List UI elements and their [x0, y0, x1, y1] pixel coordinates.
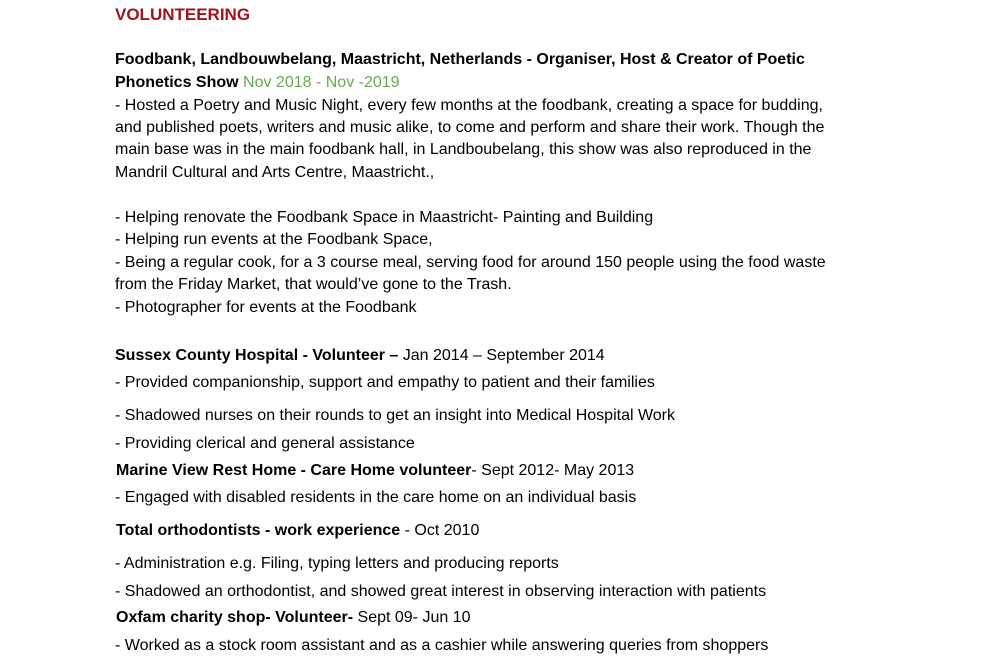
entry-line: - Provided companionship, support and empathy to patient and their families — [115, 374, 655, 391]
entry-line: - Shadowed nurses on their rounds to get an insight into Medical Hospital Work — [115, 407, 676, 424]
entry-line: - Hosted a Poetry and Music Night, every few months at the foodbank, creating a space for budding, — [115, 97, 823, 114]
entry-title: Total orthodontists - work experience - Oct 2010 — [116, 522, 480, 539]
entry-line: - Worked as a stock room assistant and as a cashier while answering queries from shoppers — [115, 637, 769, 654]
entry-line: - Photographer for events at the Foodbank — [115, 299, 417, 316]
entry-line: and published poets, writers and music alike, to come and perform and share their work. Though the — [115, 119, 825, 136]
entry-line: - Helping renovate the Foodbank Space in Maastricht- Painting and Building — [115, 209, 654, 226]
entry-title: Sussex County Hospital - Volunteer – Jan 2014 – September 2014 — [115, 347, 605, 364]
entry-title: Phonetics Show Nov 2018 - Nov -2019 — [115, 74, 400, 91]
entry-line: - Shadowed an orthodontist, and showed great interest in observing interaction with patients — [115, 583, 767, 600]
entry-line: - Engaged with disabled residents in the care home on an individual basis — [115, 489, 637, 506]
entry-line: - Helping run events at the Foodbank Space, — [115, 231, 433, 248]
entry-line: - Providing clerical and general assistance — [115, 435, 415, 452]
entry-line: Mandril Cultural and Arts Centre, Maastricht., — [115, 164, 435, 181]
entry-date: Sept 09- Jun 10 — [353, 609, 471, 626]
entry-date: Nov 2018 - Nov -2019 — [243, 74, 400, 91]
entry-title: Marine View Rest Home - Care Home volunteer- Sept 2012- May 2013 — [116, 462, 635, 479]
entry-date: - Sept 2012- May 2013 — [471, 462, 635, 479]
entry-line: - Administration e.g. Filing, typing letters and producing reports — [115, 555, 559, 572]
entry-line: main base was in the main foodbank hall, in Landboubelang, this show was also reproduced in the — [115, 141, 812, 158]
entry-title: Oxfam charity shop- Volunteer- Sept 09- Jun 10 — [116, 609, 471, 626]
entry-title: Foodbank, Landbouwbelang, Maastricht, Netherlands - Organiser, Host & Creator of Poetic — [115, 51, 805, 68]
section-title: VOLUNTEERING — [115, 5, 251, 24]
entry-date: Jan 2014 – September 2014 — [398, 347, 605, 364]
entry-date: - Oct 2010 — [400, 522, 480, 539]
entry-line: - Being a regular cook, for a 3 course meal, serving food for around 150 people using the food waste — [115, 254, 826, 271]
entry-line: from the Friday Market, that would’ve gone to the Trash. — [115, 276, 512, 293]
